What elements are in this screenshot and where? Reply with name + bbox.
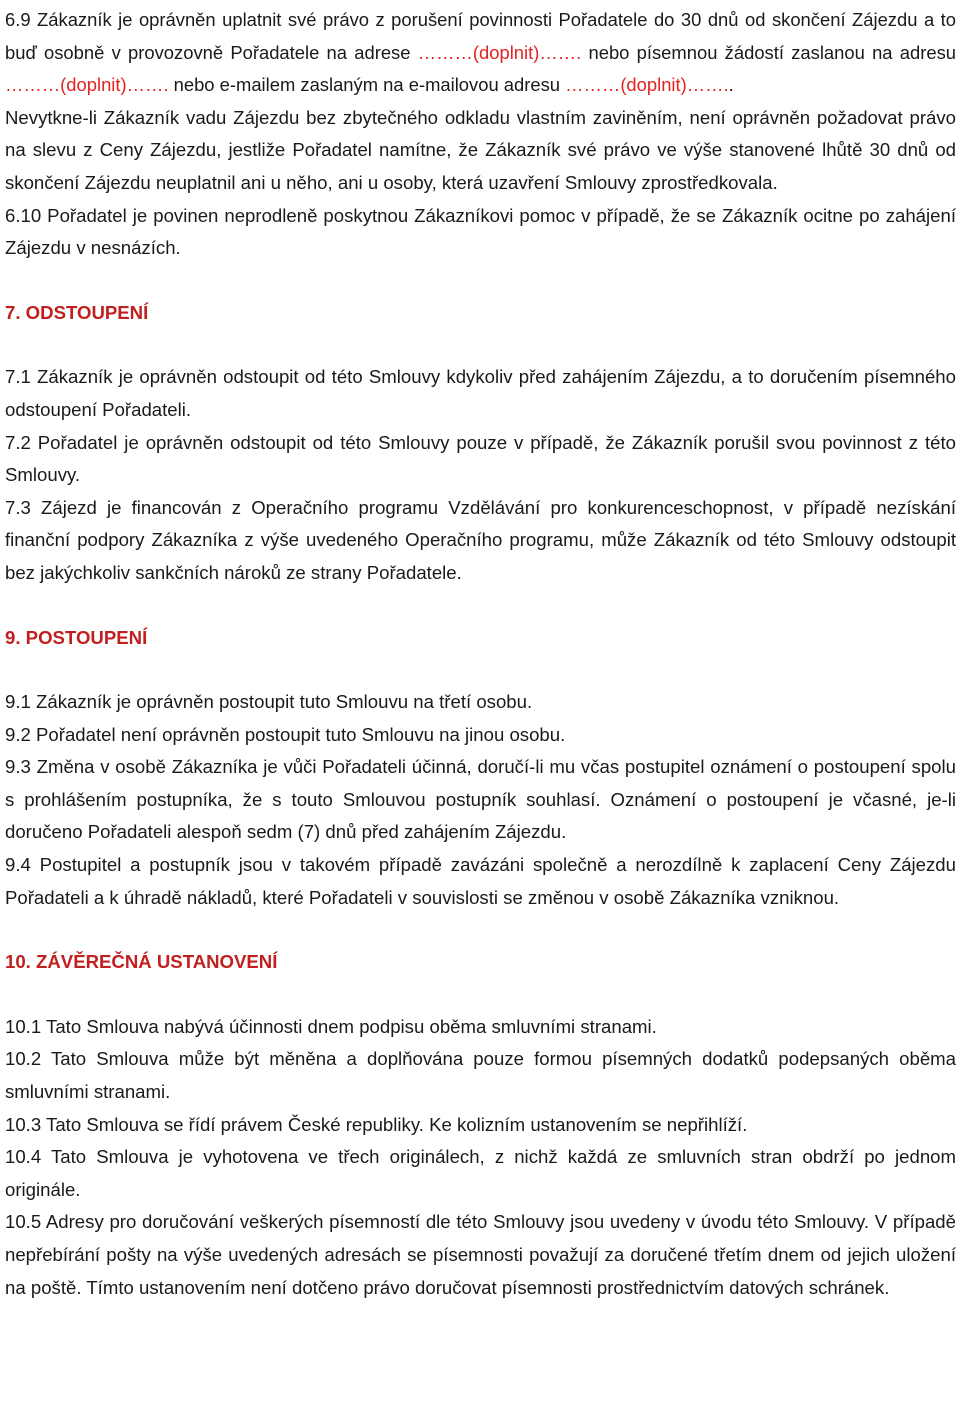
fill-in-placeholder-3: ………(doplnit)……. bbox=[565, 74, 729, 96]
paragraph-7-1: 7.1 Zákazník je oprávněn odstoupit od této Smlouvy kdykoliv před zahájením Zájezdu, a to doručením písemného odstoupení Pořadateli. bbox=[5, 366, 956, 420]
paragraph-9-3: 9.3 Změna v osobě Zákazníka je vůči Pořadateli účinná, doručí-li mu včas postupitel oznámení o postoupení spolu s prohlášením postupníka, že s touto Smlouvou postupník souhlasí. Oznámení o postoupení je včasné, je-li doručeno Pořadateli alespoň sedm (7) dnů před zahájením Zájezdu. bbox=[5, 756, 956, 843]
paragraph-9-4: 9.4 Postupitel a postupník jsou v takovém případě zavázáni společně a nerozdílně k zaplacení Ceny Zájezdu Pořadateli a k úhradě nákladů, které Pořadateli v souvislosti se změnou v osobě Zákazníka vzniknou. bbox=[5, 854, 956, 908]
spacer bbox=[5, 979, 956, 1011]
paragraph-7-3: 7.3 Zájezd je financován z Operačního programu Vzdělávání pro konkurenceschopnost, v případě nezískání finanční podpory Zákazníka z výše uvedeného Operačního programu, může Zákazník od této Smlouvy odstoupit bez jakýchkoliv sankčních nároků ze strany Pořadatele. bbox=[5, 496, 956, 583]
fill-in-placeholder-2: ………(doplnit)……. bbox=[5, 74, 169, 96]
paragraph-6-9-continued: Nevytkne-li Zákazník vadu Zájezdu bez zbytečného odkladu vlastním zaviněním, není oprávněn požadovat právo na slevu z Ceny Zájezdu, jestliže Pořadatel namítne, že Zákazník své právo ve výše stanovené lhůtě 30 dnů od skončení Zájezdu neuplatnil ani u něho, ani u osoby, která uzavření Smlouvy zprostředkovala. bbox=[5, 106, 956, 193]
paragraph-10-5: 10.5 Adresy pro doručování veškerých písemností dle této Smlouvy jsou uvedeny v úvodu této Smlouvy. V případě nepřebírání pošty na výše uvedených adresách se písemnosti považují za doručené třetím dnem od jejich uložení na poště. Tímto ustanovením není dotčeno právo doručovat písemnosti prostřednictvím datových schránek. bbox=[5, 1211, 956, 1298]
section-heading-7: 7. ODSTOUPENÍ bbox=[5, 301, 149, 323]
paragraph-6-9-text-2: nebo písemnou žádostí zaslanou na adresu bbox=[581, 41, 956, 63]
fill-in-placeholder-1: ………(doplnit)……. bbox=[417, 41, 582, 63]
paragraph-10-3: 10.3 Tato Smlouva se řídí právem České republiky. Ke kolizním ustanovením se nepřihlíží. bbox=[5, 1113, 748, 1135]
paragraph-6-9-text-4: . bbox=[728, 74, 734, 96]
paragraph-9-2: 9.2 Pořadatel není oprávněn postoupit tuto Smlouvu na jinou osobu. bbox=[5, 723, 566, 745]
paragraph-10-2: 10.2 Tato Smlouva může být měněna a doplňována pouze formou písemných dodatků podepsaných oběma smluvními stranami. bbox=[5, 1048, 956, 1103]
section-heading-9: 9. POSTOUPENÍ bbox=[5, 626, 148, 648]
paragraph-6-10: 6.10 Pořadatel je povinen neprodleně poskytnou Zákazníkovi pomoc v případě, že se Zákazník ocitne po zahájení Zájezdu v nesnázích. bbox=[5, 204, 956, 259]
paragraph-6-9-text-3: nebo e-mailem zaslaným na e-mailovou adresu bbox=[168, 74, 566, 96]
paragraph-9-1: 9.1 Zákazník je oprávněn postoupit tuto Smlouvu na třetí osobu. bbox=[5, 691, 533, 713]
paragraph-6-9-text-1: 6.9 Zákazník je oprávněn uplatnit své právo z porušení povinnosti Pořadatele do 30 dnů od skončení Zájezdu a to buď osobně v provozovně Pořadatele na adrese bbox=[5, 9, 956, 63]
spacer bbox=[5, 329, 956, 361]
document-page bbox=[5, 4, 956, 1304]
spacer bbox=[5, 590, 956, 622]
section-heading-10: 10. ZÁVĚREČNÁ USTANOVENÍ bbox=[5, 951, 278, 973]
paragraph-6-9 bbox=[5, 4, 956, 102]
paragraph-10-1: 10.1 Tato Smlouva nabývá účinnosti dnem podpisu oběma smluvními stranami. bbox=[5, 1015, 657, 1037]
spacer bbox=[5, 654, 956, 686]
paragraph-7-2: 7.2 Pořadatel je oprávněn odstoupit od této Smlouvy pouze v případě, že Zákazník porušil svou povinnost z této Smlouvy. bbox=[5, 431, 956, 486]
spacer bbox=[5, 265, 956, 297]
spacer bbox=[5, 914, 956, 946]
paragraph-10-4: 10.4 Tato Smlouva je vyhotovena ve třech originálech, z nichž každá ze smluvních stran obdrží po jednom originále. bbox=[5, 1146, 956, 1200]
